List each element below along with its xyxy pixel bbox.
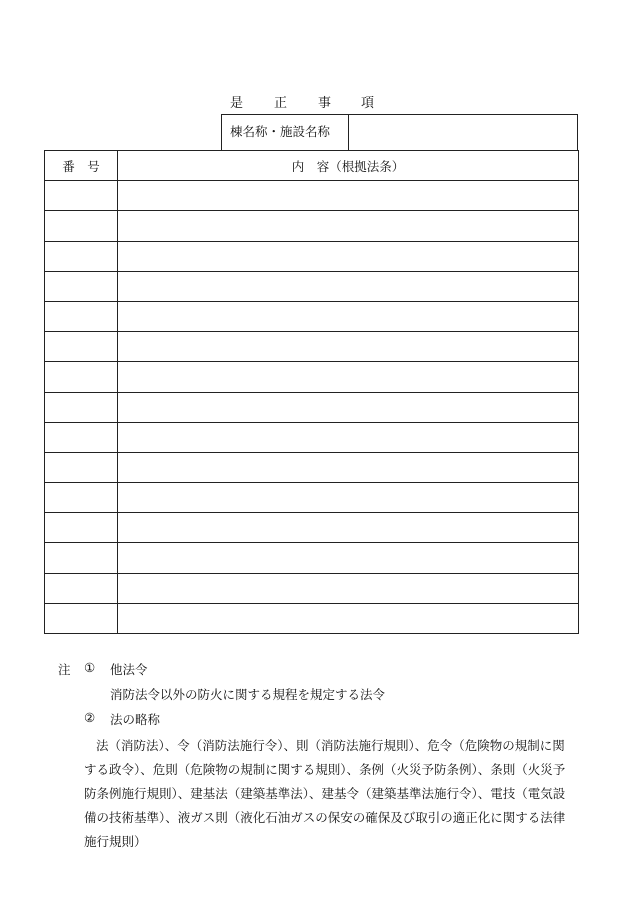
title-char: 正 [274, 96, 288, 111]
row-content-cell[interactable] [118, 241, 579, 271]
title-char: 事 [318, 96, 332, 111]
table-row [45, 422, 579, 452]
note-2-line: 法（消防法）、令（消防法施行令）、則（消防法施行規則）、危令（危険物の規制に関 [96, 738, 565, 753]
row-number-cell[interactable] [45, 603, 118, 633]
note-1-marker: ① [84, 660, 96, 675]
row-number-cell[interactable] [45, 543, 118, 573]
table-row [45, 181, 579, 211]
row-content-cell[interactable] [118, 422, 579, 452]
row-content-cell[interactable] [118, 271, 579, 301]
table-row [45, 573, 579, 603]
row-number-cell[interactable] [45, 422, 118, 452]
table-row [45, 271, 579, 301]
row-content-cell[interactable] [118, 332, 579, 362]
notes-label: 注 [58, 662, 71, 677]
table-row [45, 543, 579, 573]
table-row [45, 362, 579, 392]
row-number-cell[interactable] [45, 452, 118, 482]
table-row [45, 301, 579, 331]
table-body [45, 181, 579, 634]
table-row [45, 241, 579, 271]
note-2-line: 施行規則） [84, 834, 147, 849]
row-number-cell[interactable] [45, 271, 118, 301]
row-number-cell[interactable] [45, 332, 118, 362]
content-column-header: 内 容（根拠法条） [118, 151, 579, 181]
title-char: 項 [361, 96, 375, 111]
row-number-cell[interactable] [45, 573, 118, 603]
table-row [45, 332, 579, 362]
row-number-cell[interactable] [45, 513, 118, 543]
number-column-header: 番 号 [45, 151, 118, 181]
table-row [45, 452, 579, 482]
note-2-line: する政令）、危則（危険物の規制に関する規則）、条例（火災予防条例）、条則（火災予 [84, 762, 566, 777]
table-row [45, 513, 579, 543]
row-number-cell[interactable] [45, 181, 118, 211]
row-content-cell[interactable] [118, 543, 579, 573]
row-content-cell[interactable] [118, 603, 579, 633]
building-name-box [221, 114, 578, 150]
row-content-cell[interactable] [118, 452, 579, 482]
row-content-cell[interactable] [118, 362, 579, 392]
row-content-cell[interactable] [118, 181, 579, 211]
row-number-cell[interactable] [45, 241, 118, 271]
note-2-line: 防条例施行規則）、建基法（建築基準法）、建基令（建築基準法施行令）、電技（電気設 [84, 786, 566, 801]
row-content-cell[interactable] [118, 301, 579, 331]
table-row [45, 483, 579, 513]
building-name-label: 棟名称・施設名称 [222, 115, 349, 150]
note-2-marker: ② [84, 710, 96, 725]
note-2-title: 法の略称 [110, 712, 161, 727]
row-content-cell[interactable] [118, 483, 579, 513]
table-row [45, 603, 579, 633]
row-content-cell[interactable] [118, 513, 579, 543]
row-number-cell[interactable] [45, 211, 118, 241]
building-name-field[interactable] [349, 115, 577, 150]
row-number-cell[interactable] [45, 301, 118, 331]
correction-items-table [44, 150, 579, 634]
row-content-cell[interactable] [118, 211, 579, 241]
row-number-cell[interactable] [45, 483, 118, 513]
note-1-title: 他法令 [110, 662, 148, 677]
title-char: 是 [230, 96, 244, 111]
note-1-text: 消防法令以外の防火に関する規程を規定する法令 [110, 687, 386, 702]
row-number-cell[interactable] [45, 362, 118, 392]
table-row [45, 211, 579, 241]
note-2-line: 備の技術基準）、液ガス則（液化石油ガスの保安の確保及び取引の適正化に関する法律 [84, 810, 566, 825]
row-content-cell[interactable] [118, 392, 579, 422]
row-content-cell[interactable] [118, 573, 579, 603]
row-number-cell[interactable] [45, 392, 118, 422]
table-row [45, 392, 579, 422]
document-title [0, 92, 630, 112]
